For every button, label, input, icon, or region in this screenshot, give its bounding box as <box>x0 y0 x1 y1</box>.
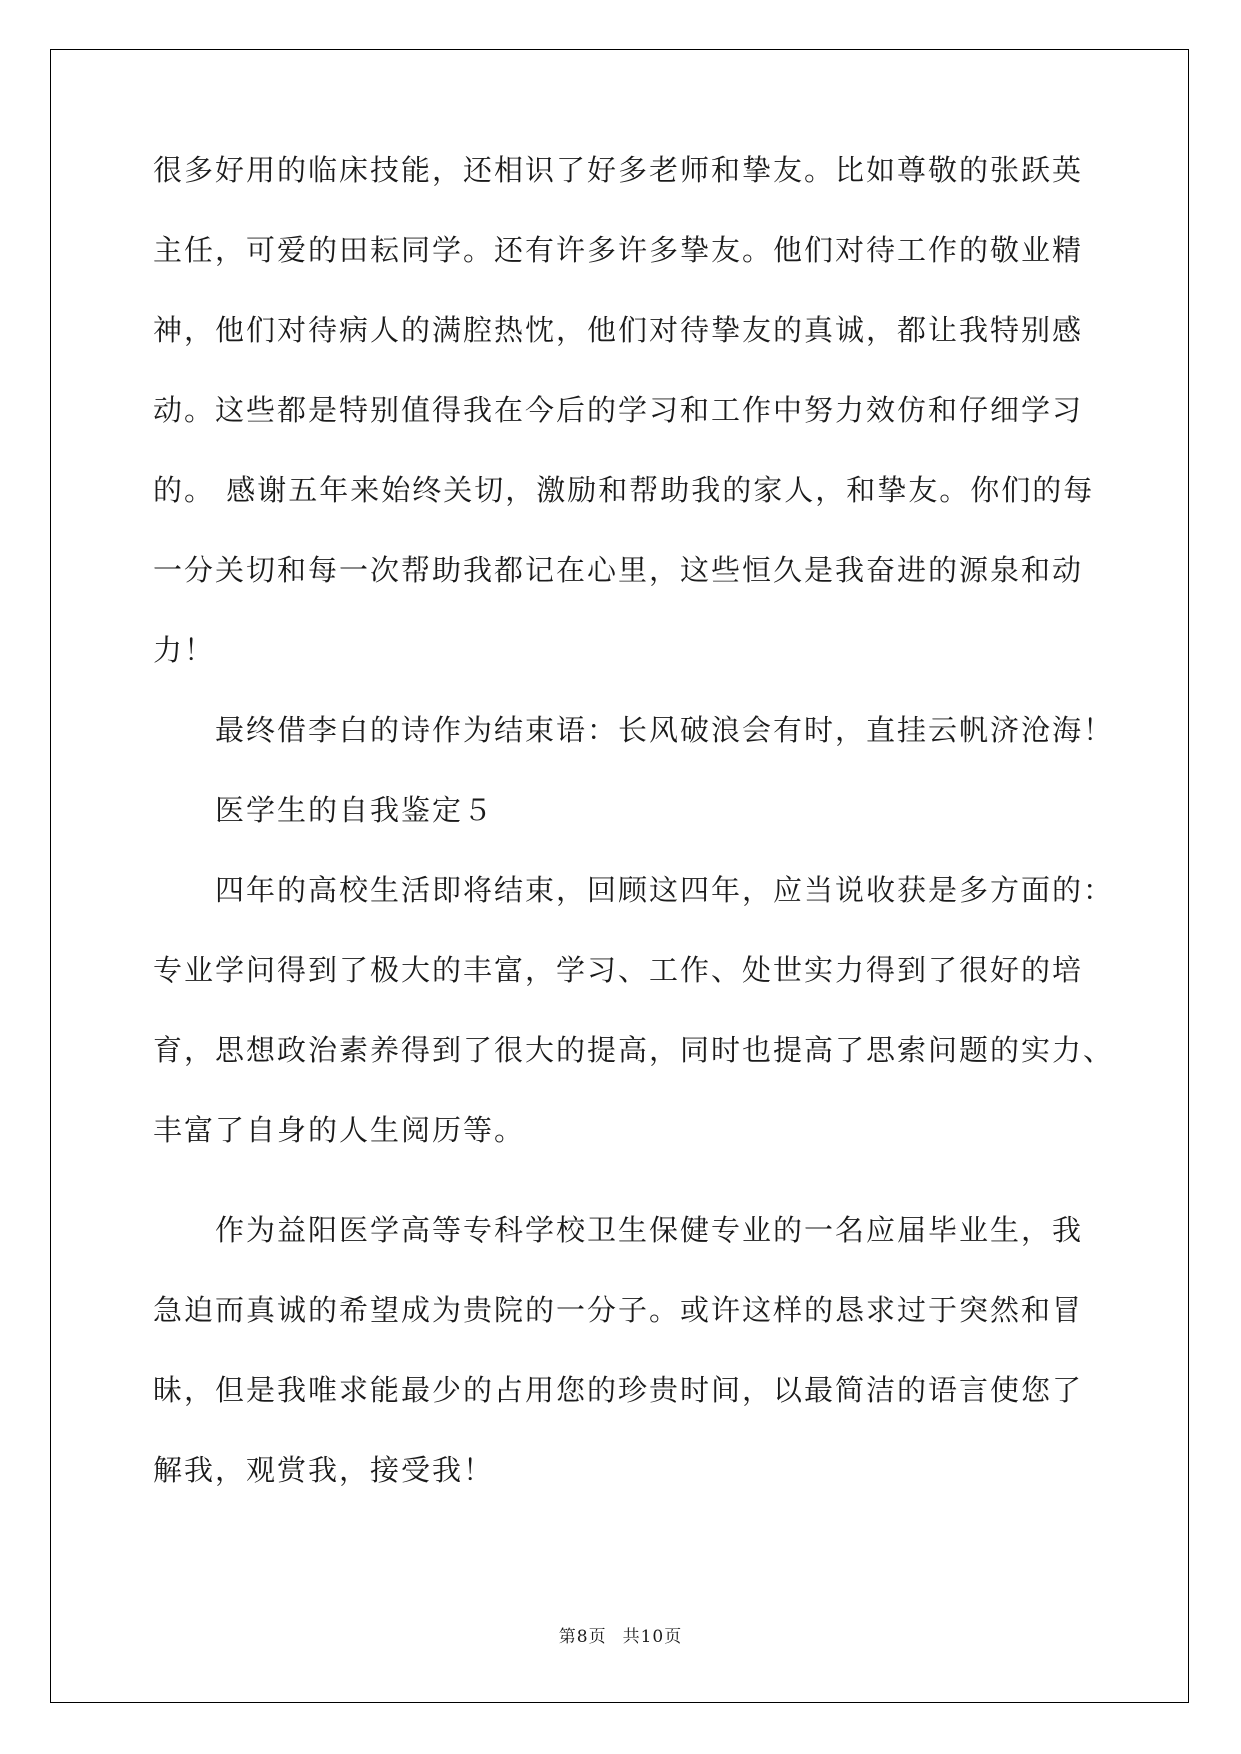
text-line: 的。 感谢五年来始终关切，激励和帮助我的家人，和挚友。你们的每 <box>153 473 1095 507</box>
page-number: 第8页 <box>558 1627 607 1647</box>
text-line: 最终借李白的诗作为结束语：长风破浪会有时，直挂云帆济沧海！ <box>215 713 1115 747</box>
text-line: 丰富了自身的人生阅历等。 <box>153 1113 526 1147</box>
text-line: 四年的高校生活即将结束，回顾这四年，应当说收获是多方面的： <box>215 873 1115 907</box>
section-heading: 医学生的自我鉴定５ <box>215 793 495 827</box>
page-total: 共10页 <box>622 1627 683 1647</box>
text-line: 昧，但是我唯求能最少的占用您的珍贵时间，以最简洁的语言使您了 <box>153 1373 1084 1407</box>
text-line: 作为益阳医学高等专科学校卫生保健专业的一名应届毕业生，我 <box>215 1213 1084 1247</box>
text-line: 育，思想政治素养得到了很大的提高，同时也提高了思索问题的实力、 <box>153 1033 1115 1067</box>
text-line: 力！ <box>153 633 216 667</box>
page-footer <box>0 1626 1241 1648</box>
text-line: 专业学问得到了极大的丰富，学习、工作、处世实力得到了很好的培 <box>153 953 1084 987</box>
text-line: 解我，观赏我，接受我！ <box>153 1453 495 1487</box>
text-line: 动。这些都是特别值得我在今后的学习和工作中努力效仿和仔细学习 <box>153 393 1084 427</box>
text-line: 急迫而真诚的希望成为贵院的一分子。或许这样的恳求过于突然和冒 <box>153 1293 1084 1327</box>
text-line: 主任，可爱的田耘同学。还有许多许多挚友。他们对待工作的敬业精 <box>153 233 1084 267</box>
text-line: 神，他们对待病人的满腔热忱，他们对待挚友的真诚，都让我特别感 <box>153 313 1084 347</box>
text-line: 很多好用的临床技能，还相识了好多老师和挚友。比如尊敬的张跃英 <box>153 153 1084 187</box>
text-line: 一分关切和每一次帮助我都记在心里，这些恒久是我奋进的源泉和动 <box>153 553 1084 587</box>
